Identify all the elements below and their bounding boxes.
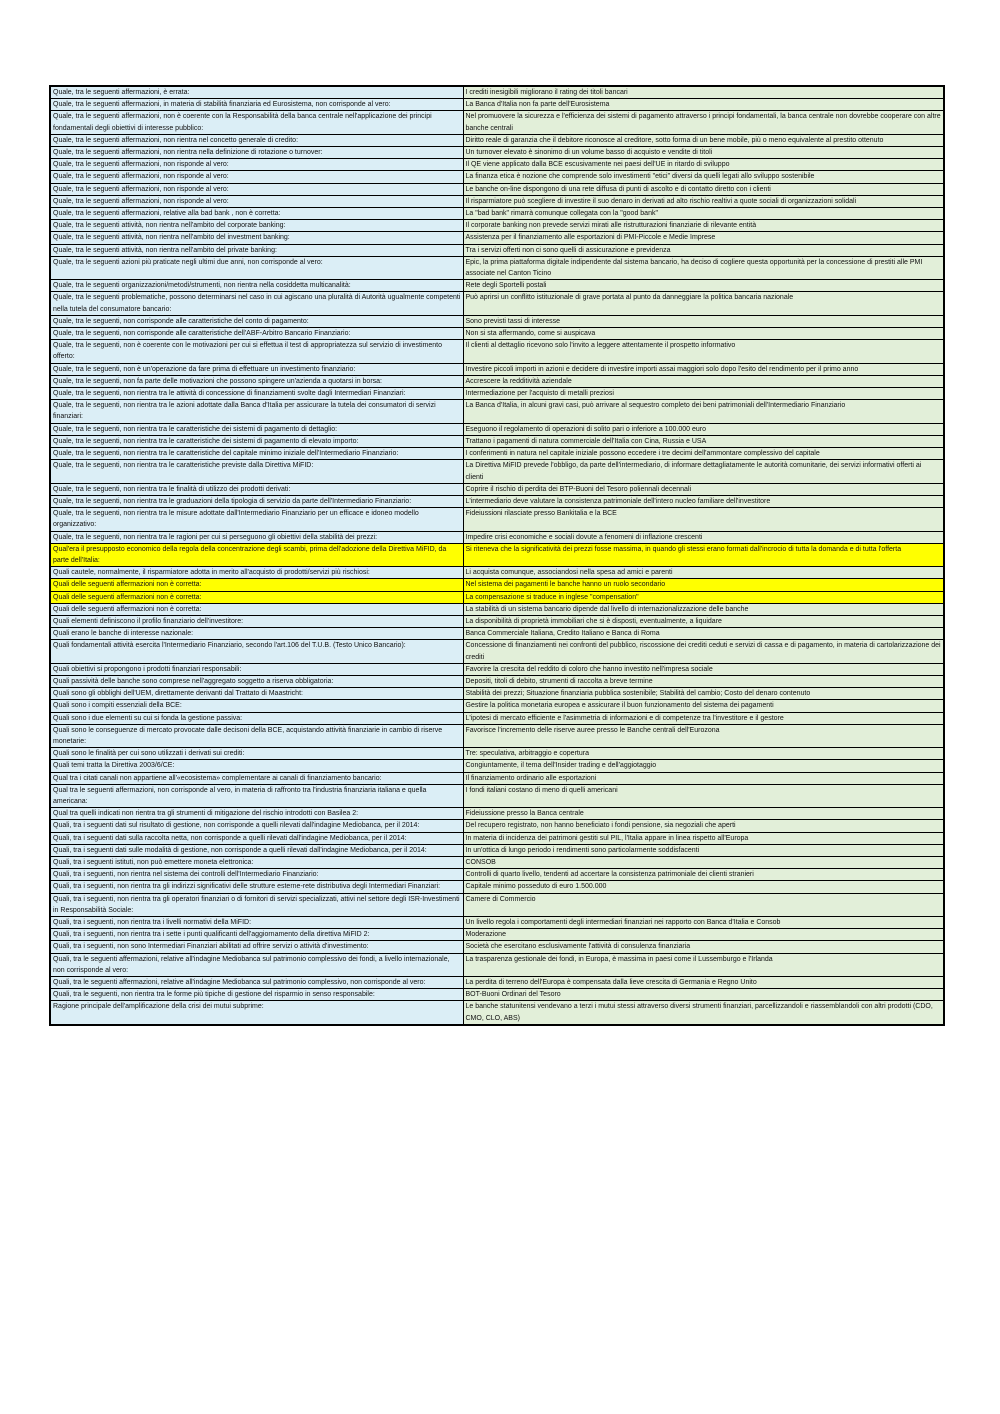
table-row [50, 832, 944, 844]
question-cell: Quali delle seguenti affermazioni non è corretta: [50, 579, 463, 591]
answer-cell: L'ipotesi di mercato efficiente e l'asimmetria di informazioni e di competenze tra l'investitore e il gestore [463, 712, 944, 724]
table-row [50, 857, 944, 869]
answer-cell: Capitale minimo posseduto di euro 1.500.000 [463, 881, 944, 893]
question-cell: Quali passività delle banche sono comprese nell'aggregato soggetto a riserva obbligatoria: [50, 675, 463, 687]
table-row [50, 748, 944, 760]
answer-cell: Favorire la crescita del reddito di coloro che hanno investito nell'impresa sociale [463, 663, 944, 675]
table-row [50, 663, 944, 675]
table-row [50, 881, 944, 893]
answer-cell: Un turnover elevato è sinonimo di un volume basso di acquisto e vendite di titoli [463, 147, 944, 159]
table-row [50, 483, 944, 495]
answer-cell: Nel sistema dei pagamenti le banche hanno un ruolo secondario [463, 579, 944, 591]
question-cell: Quale, tra le seguenti, non rientra tra le finalità di utilizzo dei prodotti derivati: [50, 483, 463, 495]
answer-cell: Rete degli Sportelli postali [463, 280, 944, 292]
answer-cell: Fideiussioni rilasciate presso Bankitalia e la BCE [463, 508, 944, 531]
question-cell: Quale, tra le seguenti, non è coerente con le motivazioni per cui si effettua il test di appropriatezza sul servizio di investimento offerto: [50, 340, 463, 363]
question-cell: Quale, tra le seguenti problematiche, possono determinarsi nel caso in cui agiscano una pluralità di Autorità ugualmente competenti nella tutela del consumatore bancario: [50, 292, 463, 315]
table-row [50, 579, 944, 591]
question-cell: Quale, tra le seguenti azioni più praticate negli ultimi due anni, non corrisponde al vero: [50, 256, 463, 279]
answer-cell: I crediti inesigibili migliorano il rating dei titoli bancari [463, 86, 944, 99]
qa-table [49, 85, 945, 1026]
question-cell: Quale, tra le seguenti, non rientra tra le attività di concessione di finanziamenti svolte dagli Intermediari Finanziari: [50, 388, 463, 400]
table-row [50, 869, 944, 881]
table-row [50, 195, 944, 207]
answer-cell: Non si sta affermando, come si auspicava [463, 328, 944, 340]
question-cell: Quali, tra i seguenti, non rientra nel sistema dei controlli dell'Intermediario Finanziario: [50, 869, 463, 881]
table-row [50, 328, 944, 340]
table-row [50, 448, 944, 460]
question-cell: Quale, tra le seguenti affermazioni, non risponde al vero: [50, 171, 463, 183]
table-row [50, 460, 944, 483]
table-row [50, 423, 944, 435]
table-row [50, 929, 944, 941]
answer-cell: Epic, la prima piattaforma digitale indipendente dal sistema bancario, ha deciso di cogliere questa opportunità per la concessione di prestiti alle PMI associate nel Canton Ticino [463, 256, 944, 279]
table-row [50, 772, 944, 784]
answer-cell: La Direttiva MiFID prevede l'obbligo, da parte dell'intermediario, di informare dettagliatamente le autorità comunitarie, dei servizi informativi offerti ai clienti [463, 460, 944, 483]
answer-cell: Può aprirsi un conflitto istituzionale di grave portata al punto da danneggiare la politica bancaria nazionale [463, 292, 944, 315]
answer-cell: La finanza etica è nozione che comprende solo investimenti "etici" diversi da quelli legati allo sviluppo sostenibile [463, 171, 944, 183]
table-row [50, 603, 944, 615]
question-cell: Quali erano le banche di interesse nazionale: [50, 628, 463, 640]
question-cell: Quali sono gli obblighi dell'UEM, direttamente derivanti dal Trattato di Maastricht: [50, 688, 463, 700]
answer-cell: Il QE viene applicato dalla BCE escusivamente nei paesi dell'UE in ritardo di sviluppo [463, 159, 944, 171]
question-cell: Quale, tra le seguenti affermazioni, non risponde al vero: [50, 183, 463, 195]
answer-cell: La stabilità di un sistema bancario dipende dal livello di internazionalizzazione delle banche [463, 603, 944, 615]
question-cell: Quali sono le conseguenze di mercato provocate dalle decisoni della BCE, acquistando attività finanziarie in cambio di riserve monetarie: [50, 724, 463, 747]
answer-cell: Del recupero registrato, non hanno beneficiato i fondi pensione, sia negoziali che aperti [463, 820, 944, 832]
question-cell: Quali, tra i seguenti dati sulle modalità di gestione, non corrisponde a quelli rilevati dall'indagine Mediobanca, per il 2014: [50, 844, 463, 856]
table-row [50, 808, 944, 820]
answer-cell: Favorisce l'incremento delle riserve auree presso le Banche centrali dell'Eurozona [463, 724, 944, 747]
answer-cell: Diritto reale di garanzia che il debitore riconosce al creditore, sotto forma di un bene mobile, più o meno equivalente al prestito ottenuto [463, 134, 944, 146]
table-row [50, 724, 944, 747]
question-cell: Quale, tra le seguenti, non è un'operazione da fare prima di effettuare un investimento finanziario: [50, 363, 463, 375]
question-cell: Quale, tra le seguenti, non rientra tra le caratteristiche previste dalla Direttiva MiFID: [50, 460, 463, 483]
table-row [50, 147, 944, 159]
question-cell: Quali, tra i seguenti, non rientra tra i livelli normativi della MiFID: [50, 917, 463, 929]
table-row [50, 111, 944, 134]
question-cell: Quale, tra le seguenti attività, non rientra nell'ambito del investment banking: [50, 232, 463, 244]
question-cell: Qual tra i citati canali non appartiene all'«ecosistema» complementare ai canali di finanziamento bancario: [50, 772, 463, 784]
question-cell: Quale, tra le seguenti, non fa parte delle motivazioni che possono spingere un'azienda a quotarsi in borsa: [50, 375, 463, 387]
table-row [50, 315, 944, 327]
table-row [50, 941, 944, 953]
question-cell: Quali, tra le seguenti affermazioni, relative all'indagine Mediobanca sul patrimonio complessivo dei fondi, a livello internazionale, non corrisponde al vero: [50, 953, 463, 976]
answer-cell: La Banca d'Italia non fa parte dell'Eurosistema [463, 99, 944, 111]
answer-cell: CONSOB [463, 857, 944, 869]
answer-cell: Moderazione [463, 929, 944, 941]
answer-cell: Concessione di finanziamenti nei confronti del pubblico, riscossione dei crediti ceduti e servizi di cassa e di pagamento, in materia di cartolarizzazione dei crediti [463, 640, 944, 663]
question-cell: Quali temi tratta la Direttiva 2003/6/CE: [50, 760, 463, 772]
answer-cell: Le banche on-line dispongono di una rete diffusa di punti di ascolto e di contatto diretto con i clienti [463, 183, 944, 195]
answer-cell: Depositi, titoli di debito, strumenti di raccolta a breve termine [463, 675, 944, 687]
table-row [50, 171, 944, 183]
question-cell: Quali, tra i seguenti dati sul risultato di gestione, non corrisponde a quelli rilevati dall'indagine Mediobanca, per il 2014: [50, 820, 463, 832]
table-row [50, 820, 944, 832]
question-cell: Quale, tra le seguenti, non rientra tra le azioni adottate dalla Banca d'Italia per assicurare la tutela dei consumatori di servizi finanziari: [50, 400, 463, 423]
question-cell: Quali delle seguenti affermazioni non è corretta: [50, 603, 463, 615]
table-row [50, 989, 944, 1001]
question-cell: Qual tra quelli indicati non rientra tra gli strumenti di mitigazione del rischio introdotti con Basilea 2: [50, 808, 463, 820]
answer-cell: Le banche statunitensi vendevano a terzi i mutui stessi attraverso diversi strumenti finanziari, parcellizzandoli e riassemblandoli con altri prodotti (CDO, CMO, CLO, ABS) [463, 1001, 944, 1025]
table-row [50, 375, 944, 387]
answer-cell: Il clienti al dettaglio ricevono solo l'invito a leggere attentamente il prospetto informativo [463, 340, 944, 363]
table-row [50, 591, 944, 603]
answer-cell: Gestire la politica monetaria europea e assicurare il buon funzionamento del sistema dei pagamenti [463, 700, 944, 712]
answer-cell: Il corporate banking non prevede servizi mirati alle ristrutturazioni finanziarie di rilevante entità [463, 220, 944, 232]
table-row [50, 688, 944, 700]
question-cell: Quali sono i compiti essenziali della BCE: [50, 700, 463, 712]
table-row [50, 244, 944, 256]
answer-cell: Trattano i pagamenti di natura commerciale dell'Italia con Cina, Russia e USA [463, 435, 944, 447]
answer-cell: Tra i servizi offerti non ci sono quelli di assicurazione e previdenza [463, 244, 944, 256]
table-row [50, 784, 944, 807]
answer-cell: La trasparenza gestionale dei fondi, in Europa, è massima in paesi come il Lussemburgo e l'Irlanda [463, 953, 944, 976]
table-row [50, 232, 944, 244]
answer-cell: In materia di incidenza dei patrimoni gestiti sul PIL, l'Italia appare in linea rispetto all'Europa [463, 832, 944, 844]
question-cell: Quale, tra le seguenti, non rientra tra le caratteristiche del capitale minimo iniziale dell'Intermediario Finanziario: [50, 448, 463, 460]
table-row [50, 363, 944, 375]
answer-cell: Fideiussione presso la Banca centrale [463, 808, 944, 820]
question-cell: Quali fondamentali attività esercita l'Intermediario Finanziario, secondo l'art.106 del T.U.B. (Testo Unico Bancario): [50, 640, 463, 663]
answer-cell: Sono previsti tassi di interesse [463, 315, 944, 327]
question-cell: Quali cautele, normalmente, il risparmiatore adotta in merito all'acquisto di prodotti/servizi più rischiosi: [50, 567, 463, 579]
question-cell: Quale, tra le seguenti affermazioni, non risponde al vero: [50, 195, 463, 207]
answer-cell: La Banca d'Italia, in alcuni gravi casi, può arrivare al sequestro completo dei beni patrimoniali dell'Intermediario Finanziario [463, 400, 944, 423]
question-cell: Quale, tra le seguenti, non rientra tra le caratteristiche dei sistemi di pagamento di elevato importo: [50, 435, 463, 447]
question-cell: Quali, tra i seguenti, non rientra tra gli operatori finanziari o di fornitori di servizi specializzati, attivi nel settore degli ISR-Investimenti in Responsabilità Sociale: [50, 893, 463, 916]
table-row [50, 292, 944, 315]
table-row [50, 208, 944, 220]
question-cell: Quale, tra le seguenti, non rientra tra le misure adottate dall'Intermediario Finanziario per un efficace e idoneo modello organizzativo: [50, 508, 463, 531]
table-row [50, 134, 944, 146]
question-cell: Qual tra le seguenti affermazioni, non corrisponde al vero, in materia di raffronto tra l'industria finanziaria italiana e quella americana: [50, 784, 463, 807]
answer-cell: La disponibilità di proprietà immobiliari che si è disposti, eventualmente, a liquidare [463, 615, 944, 627]
answer-cell: La perdita di terreno dell'Europa è compensata dalla lieve crescita di Germania e Regno Unito [463, 977, 944, 989]
question-cell: Quali, tra le seguenti, non rientra tra le forme più tipiche di gestione del risparmio in senso responsabile: [50, 989, 463, 1001]
answer-cell: Banca Commerciale Italiana, Credito Italiano e Banca di Roma [463, 628, 944, 640]
table-row [50, 1001, 944, 1025]
answer-cell: L'intermediario deve valutare la consistenza patrimoniale dell'intero nucleo familiare dell'investitore [463, 495, 944, 507]
answer-cell: BOT-Buoni Ordinari del Tesoro [463, 989, 944, 1001]
question-cell: Quali elementi definiscono il profilo finanziario dell'investitore: [50, 615, 463, 627]
table-row [50, 256, 944, 279]
answer-cell: Il risparmiatore può scegliere di investire il suo denaro in derivati ad alto rischio realtivi a quote sociali di organizzazioni solidali [463, 195, 944, 207]
answer-cell: Il finanziamento ordinario alle esportazioni [463, 772, 944, 784]
question-cell: Quale, tra le seguenti attività, non rientra nell'ambito del private banking: [50, 244, 463, 256]
table-row [50, 712, 944, 724]
question-cell: Quale, tra le seguenti affermazioni, non risponde al vero: [50, 159, 463, 171]
answer-cell: La "bad bank" rimarrà comunque collegata con la "good bank" [463, 208, 944, 220]
question-cell: Quale, tra le seguenti, non rientra tra le ragioni per cui si perseguono gli obiettivi della stabilità dei prezzi: [50, 531, 463, 543]
question-cell: Quali, tra i seguenti dati sulla raccolta netta, non corrisponde a quelli rilevati dall'indagine Mediobanca, per il 2014: [50, 832, 463, 844]
table-row [50, 400, 944, 423]
answer-cell: Controlli di quarto livello, tendenti ad accertare la consistenza patrimoniale dei clienti stranieri [463, 869, 944, 881]
question-cell: Quale, tra le seguenti, non rientra tra le caratteristiche dei sistemi di pagamento di dettaglio: [50, 423, 463, 435]
question-cell: Quali obiettivi si propongono i prodotti finanziari responsabili: [50, 663, 463, 675]
table-row [50, 340, 944, 363]
question-cell: Quali, tra le seguenti affermazioni, relative all'indagine Mediobanca sul patrimonio complessivo, non corrisponde al vero: [50, 977, 463, 989]
table-row [50, 893, 944, 916]
table-row [50, 388, 944, 400]
table-row [50, 628, 944, 640]
table-row [50, 917, 944, 929]
table-row [50, 543, 944, 566]
question-cell: Quali, tra i seguenti, non sono Intermediari Finanziari abilitati ad offrire servizi o attività d'investimento: [50, 941, 463, 953]
table-row [50, 495, 944, 507]
table-row [50, 640, 944, 663]
question-cell: Quali delle seguenti affermazioni non è corretta: [50, 591, 463, 603]
table-row [50, 280, 944, 292]
answer-cell: Congiuntamente, il tema dell'Insider trading e dell'aggiotaggio [463, 760, 944, 772]
question-cell: Quali, tra i seguenti, non rientra tra gli indirizzi significativi delle strutture esterne-rete distributiva degli Intermediari Finanziari: [50, 881, 463, 893]
answer-cell: Investire piccoli importi in azioni e decidere di investire importi assai maggiori solo dopo l'esito del rendimento per il primo anno [463, 363, 944, 375]
table-row [50, 953, 944, 976]
table-row [50, 615, 944, 627]
answer-cell: In un'ottica di lungo periodo i rendimenti sono particolarmente soddisfacenti [463, 844, 944, 856]
question-cell: Quale, tra le seguenti affermazioni, relative alla bad bank , non è corretta: [50, 208, 463, 220]
table-row [50, 700, 944, 712]
answer-cell: Li acquista comunque, associandosi nella spesa ad amici e parenti [463, 567, 944, 579]
question-cell: Quale, tra le seguenti affermazioni, in materia di stabilità finanziaria ed Eurosistema, non corrisponde al vero: [50, 99, 463, 111]
table-row [50, 435, 944, 447]
question-cell: Quale, tra le seguenti, non corrisponde alle caratteristiche del conto di pagamento: [50, 315, 463, 327]
question-cell: Quali sono i due elementi su cui si fonda la gestione passiva: [50, 712, 463, 724]
answer-cell: Nel promuovere la sicurezza e l'efficienza dei sistemi di pagamento attraverso i principi fondamentali, la banca centrale non dovrebbe cooperare con altre banche centrali [463, 111, 944, 134]
table-row [50, 183, 944, 195]
table-row [50, 508, 944, 531]
answer-cell: Camere di Commercio [463, 893, 944, 916]
answer-cell: Coprire il rischio di perdita dei BTP-Buoni del Tesoro poliennali decennali [463, 483, 944, 495]
answer-cell: Intermediazione per l'acquisto di metalli preziosi [463, 388, 944, 400]
answer-cell: I conferimenti in natura nel capitale iniziale possono eccedere i tre decimi dell'ammontare complessivo del capitale [463, 448, 944, 460]
table-row [50, 675, 944, 687]
question-cell: Quali sono le finalità per cui sono utilizzati i derivati sui crediti: [50, 748, 463, 760]
answer-cell: La compensazione si traduce in inglese "compensation" [463, 591, 944, 603]
question-cell: Quale, tra le seguenti affermazioni, non rientra nella definizione di rotazione o turnover: [50, 147, 463, 159]
table-row [50, 567, 944, 579]
table-row [50, 99, 944, 111]
question-cell: Quale, tra le seguenti, non corrisponde alle caratteristiche dell'ABF-Arbitro Bancario Finanziario: [50, 328, 463, 340]
question-cell: Quali, tra i seguenti, non rientra tra i sette i punti qualificanti dell'aggiornamento della direttiva MiFID 2: [50, 929, 463, 941]
table-row [50, 159, 944, 171]
answer-cell: Eseguono il regolamento di operazioni di solito pari o inferiore a 100.000 euro [463, 423, 944, 435]
question-cell: Quale, tra le seguenti organizzazioni/metodi/strumenti, non rientra nella cosiddetta multicanalità: [50, 280, 463, 292]
answer-cell: Accrescere la redditività aziendale [463, 375, 944, 387]
question-cell: Quale, tra le seguenti affermazioni, è errata: [50, 86, 463, 99]
table-row [50, 760, 944, 772]
answer-cell: Assistenza per il finanziamento alle esportazioni di PMI-Piccole e Medie Imprese [463, 232, 944, 244]
question-cell: Ragione principale dell'amplificazione della crisi dei mutui subprime: [50, 1001, 463, 1025]
table-row [50, 977, 944, 989]
question-cell: Quale, tra le seguenti affermazioni, non è coerente con la Responsabilità della banca centrale nell'applicazione dei principi fondamentali degli obiettivi di interesse pubblico: [50, 111, 463, 134]
answer-cell: I fondi italiani costano di meno di quelli americani [463, 784, 944, 807]
answer-cell: Società che esercitano esclusivamente l'attività di consulenza finanziaria [463, 941, 944, 953]
question-cell: Quali, tra i seguenti istituti, non può emettere moneta elettronica: [50, 857, 463, 869]
answer-cell: Tre: speculativa, arbitraggio e copertura [463, 748, 944, 760]
qa-table-body [50, 86, 944, 1025]
answer-cell: Impedire crisi economiche e sociali dovute a fenomeni di inflazione crescenti [463, 531, 944, 543]
table-row [50, 86, 944, 99]
answer-cell: Si riteneva che la significatività dei prezzi fosse massima, in quando gli stessi erano formati dall'incrocio di tutta la domanda e di tutta l'offerta [463, 543, 944, 566]
table-row [50, 220, 944, 232]
answer-cell: Un livello regola i comportamenti degli intermediari finanziari nei rapporto con Banca d'Italia e Consob [463, 917, 944, 929]
answer-cell: Stabilità dei prezzi; Situazione finanziaria pubblica sostenibile; Stabilità del cambio; Costo del denaro contenuto [463, 688, 944, 700]
table-row [50, 531, 944, 543]
question-cell: Qual'era il presupposto economico della regola della concentrazione degli scambi, prima dell'adozione della Direttiva MiFID, da parte dell'Italia: [50, 543, 463, 566]
question-cell: Quale, tra le seguenti affermazioni, non rientra nel concetto generale di credito: [50, 134, 463, 146]
table-row [50, 844, 944, 856]
question-cell: Quale, tra le seguenti, non rientra tra le graduazioni della tipologia di servizio da parte dell'Intermediario Finanziario: [50, 495, 463, 507]
question-cell: Quale, tra le seguenti attività, non rientra nell'ambito del corporate banking: [50, 220, 463, 232]
